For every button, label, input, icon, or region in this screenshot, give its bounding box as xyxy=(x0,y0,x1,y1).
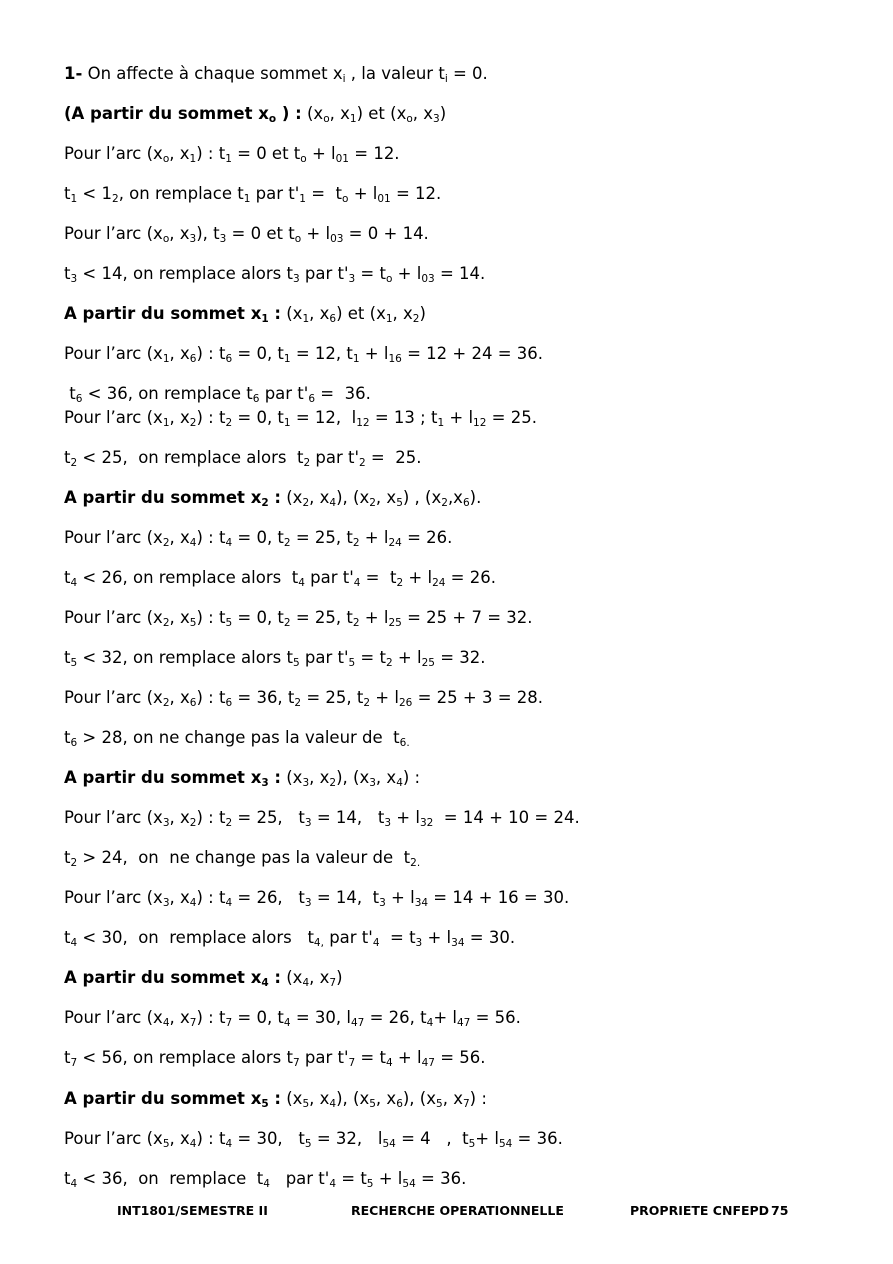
text-line: (A partir du sommet $x_o$ ) : ($x_o$, $x_1$) et ($x_o$, $x_3$) xyxy=(64,104,447,125)
footer-owner: PROPRIETE CNFEPD xyxy=(630,1203,770,1218)
text-line: $t_2 > 24$, on ne change pas la valeur de $t_{2.}$ xyxy=(64,848,421,869)
text-line: Pour l’arc ($x_2$, $x_5$) : $t_5 = 0$, $t_2 = 25$, $t_2 + l_{25} = 25 + 7 = 32$. xyxy=(64,608,533,629)
text-line: 1- On affecte à chaque sommet $x_i$ , la valeur $t_i = 0$. xyxy=(64,64,488,85)
text-line: Pour l’arc ($x_4$, $x_7$) : $t_7 = 0$, $t_4 = 30$, $l_{47} = 26$, $t_4+ l_{47} = 56$. xyxy=(64,1008,521,1029)
footer-course: INT1801/SEMESTRE II xyxy=(117,1203,268,1218)
text-line: $t_1 < 1_2$, on remplace $t_1$ par $t'_1 = t_o + l_{01} = 12$. xyxy=(64,184,442,205)
text-line: $t_5 < 32$, on remplace alors $t_5$ par $t'_5 = t_2 + l_{25} = 32$. xyxy=(64,648,486,669)
text-line: Pour l’arc ($x_3$, $x_2$) : $t_2 = 25$, $t_3 = 14$, $t_3 + l_{32} = 14 + 10 = 24$. xyxy=(64,808,580,829)
text-line: A partir du sommet $x_5$ : ($x_5$, $x_4$), ($x_5$, $x_6$), ($x_5$, $x_7$) : xyxy=(64,1089,487,1110)
text-line: Pour l’arc ($x_2$, $x_4$) : $t_4 = 0$, $t_2 = 25$, $t_2 + l_{24} = 26$. xyxy=(64,528,453,549)
text-line: Pour l’arc ($x_o$, $x_3$), $t_3 = 0$ et $t_o + l_{03} = 0 + 14$. xyxy=(64,224,429,245)
text-line: $t_6 < 36$, on remplace $t_6$ par $t'_6 = 36$. xyxy=(64,384,371,405)
text-line: A partir du sommet $x_3$ : ($x_3$, $x_2$), ($x_3$, $x_4$) : xyxy=(64,768,421,789)
text-line: Pour l’arc ($x_1$, $x_2$) : $t_2 = 0$, $t_1 = 12$, $l_{12} = 13$ ; $t_1 + l_{12} = 25$. xyxy=(64,408,537,429)
text-line: $t_4 < 30$, on remplace alors $t_{4,}$ par $t'_4 = t_3 + l_{34} = 30$. xyxy=(64,928,516,949)
text-line: Pour l’arc ($x_3$, $x_4$) : $t_4 = 26$, $t_3 = 14$, $t_3 + l_{34} = 14 + 16 = 30$. xyxy=(64,888,570,909)
text-line: Pour l’arc ($x_5$, $x_4$) : $t_4 = 30$, $t_5 = 32$, $l_{54} = 4$ , $t_5+ l_{54} = 36$. xyxy=(64,1129,563,1150)
text-line: $t_2 < 25$, on remplace alors $t_2$ par $t'_2 = 25$. xyxy=(64,448,422,469)
text-line: $t_4 < 26$, on remplace alors $t_4$ par $t'_4 = t_2 + l_{24} = 26$. xyxy=(64,568,496,589)
page-number: 75 xyxy=(771,1203,789,1218)
text-line: A partir du sommet $x_4$ : ($x_4$, $x_7$) xyxy=(64,968,343,989)
text-line: A partir du sommet $x_1$ : ($x_1$, $x_6$) et ($x_1$, $x_2$) xyxy=(64,304,426,325)
text-line: $t_6 > 28$, on ne change pas la valeur de $t_{6.}$ xyxy=(64,728,410,749)
text-line: Pour l’arc ($x_2$, $x_6$) : $t_6 = 36$, $t_2 = 25$, $t_2 + l_{26} = 25 + 3 = 28$. xyxy=(64,688,544,709)
text-line: A partir du sommet $x_2$ : ($x_2$, $x_4$), ($x_2$, $x_5$) , $(x_2,x_6)$. xyxy=(64,488,482,509)
text-line: $t_7 < 56$, on remplace alors $t_7$ par $t'_7 = t_4 + l_{47} = 56$. xyxy=(64,1048,486,1069)
text-line: Pour l’arc ($x_o$, $x_1$) : $t_1 = 0$ et $t_o + l_{01} = 12$. xyxy=(64,144,400,165)
text-line: $t_3 < 14$, on remplace alors $t_3$ par $t'_3 = t_o + l_{03} = 14$. xyxy=(64,264,486,285)
footer-subject: RECHERCHE OPERATIONNELLE xyxy=(351,1203,564,1218)
text-line: $t_4 < 36$, on remplace $t_4$ par $t'_4 = t_5 + l_{54} = 36$. xyxy=(64,1169,467,1190)
text-line: Pour l’arc ($x_1$, $x_6$) : $t_6 = 0$, $t_1 = 12$, $t_1 + l_{16} = 12 + 24 = 36$. xyxy=(64,344,544,365)
